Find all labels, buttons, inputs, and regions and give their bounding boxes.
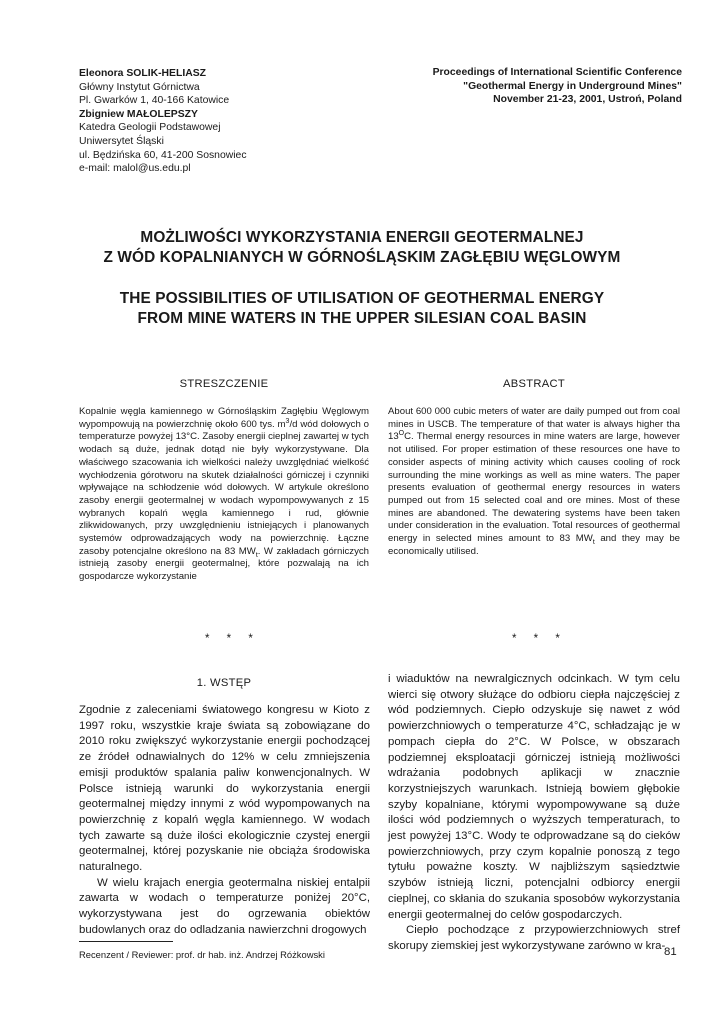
separator-stars-right: * * * xyxy=(512,633,567,645)
abstract-en-heading: ABSTRACT xyxy=(502,378,566,390)
abstract-pl-part-b: /d wód dołowych o temperaturze powyżej 13°C. Zasoby energii cieplnej zawartej w tych wodach są duże, jednak dotąd nie były wykorzystywane. Dla właściwego szacowania ich wielkości należy uwzględniać wielkość wychłodzenia górotworu na skutek działalności górniczej i czynniki wpływające na schłodzenie wód dołowych. W artykule określono zasoby energii geotermalnej w wodach wypompowywanych z 15 wybranych kopalń węgla kamiennego i rud, głównie zlikwidowanych, przy uwzględnieniu istniejących i planowanych systemów odprowadzających wody na powierzchnię. Łączne zasoby potencjalne określono na 83 MW xyxy=(79,418,369,557)
section-1-paragraph-3: i wiaduktów na newralgicznych odcinkach. W tym celu wierci się otwory służące do odbioru ciepła najczęściej z wód podziemnych. Ciepło odzyskuje się nawet z wód powierzchniowych o temperaturze 4°C, schładzając je w pompach ciepła do 2°C. W Polsce, w obszarach podziemnej eksploatacji górniczej istnieją możliwości wdrażania podobnych aplikacji w znacznie korzystniejszych warunkach. Istnieją bowiem głębokie szyby kopalniane, którymi wypompowywane są duże ilości wód podziemnych o wyższych temperaturach, to jest powyżej 13°C. Wody te odprowadzane są do cieków powierzchniowych, przy czym kopalnie ponoszą z tego tytułu poważne koszty. W najbliższym sąsiedztwie szybów istnieją liczni, potencjalni odbiorcy energii cieplnej, co skłania do szukania sposobów wykorzystania energii geotermalnej do celów gospodarczych. xyxy=(388,673,680,921)
footnote-rule xyxy=(79,941,173,942)
title-polish-line-1: MOŻLIWOŚCI WYKORZYSTANIA ENERGII GEOTERMALNEJ xyxy=(140,229,584,246)
abstract-pl-part-c: . W zakładach górniczych istnieją zasoby energii geotermalnej, które pozwalają na ich gospodarcze wykorzystanie xyxy=(79,545,369,583)
abstract-en-part-b: C. Thermal energy resources in mine waters are large, however not utilised. For proper estimation of these resources one have to consider aspects of mining activity which causes cooling of rock surrounding the mine workings as well as mine waters. The paper presents evaluation of geothermal energy resources in waters pumped out from 15 selected coal and ore mines. Most of these mines are abandoned. The dewatering systems have been taken under consideration in the evaluation. Total resources of geothermal energy in selected mines amount to 83 MW xyxy=(388,431,680,545)
author-2-institution: Uniwersytet Śląski xyxy=(79,135,164,147)
abstract-en-sup: O xyxy=(398,430,405,438)
section-1-paragraph-1: Zgodnie z zaleceniami światowego kongresu w Kioto z 1997 roku, wszystkie kraje świata są zobowiązane do 2010 roku zwiększyć wykorzystanie energii pochodzącej ze źródeł odnawialnych do 12% w celu zmniejszenia emisji produktów spalania paliw konwencjonalnych. W Polsce istnieją warunki do wykorzystania energii geotermalnej między innymi z wód wypompowanych na powierzchnię z kopalń węgla kamiennego. W wodach tych zawarte są duże ilości ekologicznie czystej energii geotermalnej, której pozyskanie nie obciąża środowiska naturalnego. xyxy=(79,704,370,874)
abstract-en-part-a: About 600 000 cubic meters of water are daily pumped out from coal mines in USCB. The temperature of that water is always higher tha 13 xyxy=(388,406,680,443)
abstract-pl-sup: 3 xyxy=(285,417,290,425)
proceedings-line-2: "Geothermal Energy in Underground Mines" xyxy=(463,80,682,92)
author-2-name: Zbigniew MAŁOLEPSZY xyxy=(79,108,198,120)
proceedings-line-3: November 21-23, 2001, Ustroń, Poland xyxy=(493,94,682,106)
proceedings-header xyxy=(352,66,682,107)
title-polish-line-2: Z WÓD KOPALNIANYCH W GÓRNOŚLĄSKIM ZAGŁĘBIU WĘGLOWYM xyxy=(103,249,621,266)
section-1-paragraph-4: Ciepło pochodzące z przypowierzchniowych stref skorupy ziemskiej jest wykorzystywane zarówno w kra- xyxy=(388,924,680,952)
title-english-line-1: THE POSSIBILITIES OF UTILISATION OF GEOTHERMAL ENERGY xyxy=(119,290,605,307)
abstract-pl-part-a: Kopalnie węgla kamiennego w Górnośląskim Zagłębiu Węglowym wypompowują na powierzchnię około 600 tys. m xyxy=(79,406,369,430)
body-column-right xyxy=(388,672,680,955)
abstract-pl-sub: t xyxy=(255,551,258,559)
author-2-department: Katedra Geologii Podstawowej xyxy=(79,122,221,134)
author-1-name: Eleonora SOLIK-HELIASZ xyxy=(79,68,207,79)
page-number: 81 xyxy=(664,946,677,958)
footnote-reviewer: Recenzent / Reviewer: prof. dr hab. inż. Andrzej Różkowski xyxy=(79,949,325,960)
author-block xyxy=(79,67,379,176)
author-1-institution: Główny Instytut Górnictwa xyxy=(79,81,200,93)
proceedings-line-1: Proceedings of International Scientific Conference xyxy=(432,67,682,78)
author-1-address: Pl. Gwarków 1, 40-166 Katowice xyxy=(79,95,230,107)
title-polish xyxy=(60,228,664,268)
abstract-en-text xyxy=(388,406,680,558)
abstract-en-sub: t xyxy=(592,538,595,546)
section-1-heading: 1. WSTĘP xyxy=(196,677,252,689)
author-2-email: e-mail: malol@us.edu.pl xyxy=(79,163,191,175)
title-english-line-2: FROM MINE WATERS IN THE UPPER SILESIAN COAL BASIN xyxy=(137,310,587,327)
author-2-address: ul. Będzińska 60, 41-200 Sosnowiec xyxy=(79,149,247,161)
body-column-left xyxy=(79,703,370,939)
abstract-en-part-c: and they may be economically utilised. xyxy=(388,533,680,557)
abstract-pl-heading: STRESZCZENIE xyxy=(179,378,269,390)
abstract-pl-text xyxy=(79,406,369,584)
title-english xyxy=(60,289,664,329)
section-1-paragraph-2: W wielu krajach energia geotermalna niskiej entalpii zawarta w wodach o temperaturze poniżej 20°C, wykorzystywana jest do ogrzewania obiektów budowlanych oraz do odladzania nawierzchni drogowych xyxy=(79,876,370,936)
separator-stars-left: * * * xyxy=(205,633,260,645)
